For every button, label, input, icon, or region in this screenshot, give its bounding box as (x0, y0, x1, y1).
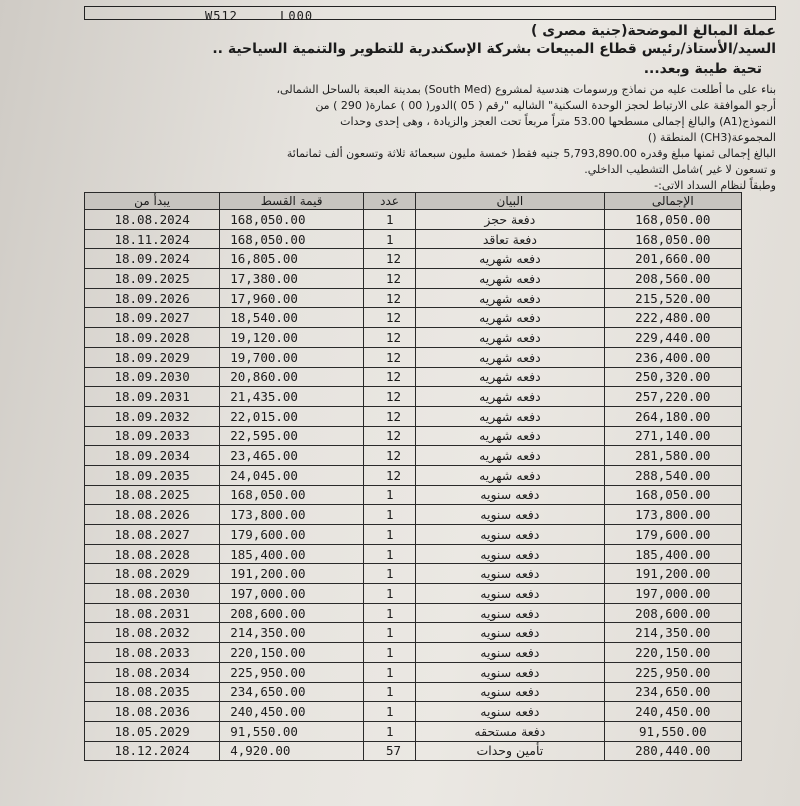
cell-total: 201,660.00 (604, 249, 741, 269)
cell-start-date: 18.09.2025 (85, 269, 220, 289)
cell-description: تأمين وحدات (416, 741, 604, 761)
cell-total: 168,050.00 (604, 210, 741, 230)
header-count: عدد (363, 193, 415, 210)
cell-total: 250,320.00 (604, 367, 741, 387)
reference-code: W512 (205, 9, 238, 23)
cell-count: 12 (363, 406, 415, 426)
cell-start-date: 18.09.2027 (85, 308, 220, 328)
cell-installment-value: 23,465.00 (220, 446, 364, 466)
cell-installment-value: 185,400.00 (220, 544, 364, 564)
letter-header (16, 22, 776, 194)
body-line: وطبقاً لنظام السداد الاتى:- (654, 179, 776, 192)
cell-installment-value: 17,380.00 (220, 269, 364, 289)
cell-count: 12 (363, 347, 415, 367)
body-line: أرجو الموافقة على الارتباط لحجز الوحدة السكنية" الشاليه "رقم ( 05 )الدور( 00 ) عمارة( 290 ) من (315, 99, 776, 112)
cell-total: 220,150.00 (604, 643, 741, 663)
table-row (85, 269, 742, 289)
cell-start-date: 18.08.2032 (85, 623, 220, 643)
table-row (85, 741, 742, 761)
cell-installment-value: 225,950.00 (220, 662, 364, 682)
cell-count: 12 (363, 249, 415, 269)
cell-installment-value: 168,050.00 (220, 229, 364, 249)
cell-installment-value: 220,150.00 (220, 643, 364, 663)
cell-count: 12 (363, 465, 415, 485)
cell-total: 197,000.00 (604, 584, 741, 604)
cell-description: دفعه سنويه (416, 643, 604, 663)
cell-description: دفعه شهريه (416, 249, 604, 269)
cell-total: 173,800.00 (604, 505, 741, 525)
cell-installment-value: 16,805.00 (220, 249, 364, 269)
cell-count: 1 (363, 485, 415, 505)
cell-start-date: 18.08.2024 (85, 210, 220, 230)
cell-description: دفعه شهريه (416, 328, 604, 348)
cell-installment-value: 24,045.00 (220, 465, 364, 485)
reference-code: L000 (280, 9, 314, 23)
cell-description: دفعة تعاقد (416, 229, 604, 249)
table-row (85, 367, 742, 387)
cell-description: دفعه سنويه (416, 702, 604, 722)
cell-installment-value: 240,450.00 (220, 702, 364, 722)
cell-description: دفعه سنويه (416, 485, 604, 505)
body-line: و تسعون لا غير )شامل التشطيب الداخلي. (584, 163, 776, 176)
cell-installment-value: 17,960.00 (220, 288, 364, 308)
cell-count: 12 (363, 269, 415, 289)
cell-description: دفعه شهريه (416, 269, 604, 289)
body-line: البالغ إجمالى ثمنها مبلغ وقدره 5,793,890.00 جنيه فقط( خمسة مليون سبعمائة ثلاثة وتسعون ألف ثمانمائة (286, 147, 776, 160)
cell-start-date: 18.08.2029 (85, 564, 220, 584)
reference-codes (205, 9, 347, 23)
cell-description: دفعه سنويه (416, 564, 604, 584)
table-row (85, 249, 742, 269)
table-row (85, 446, 742, 466)
table-row (85, 721, 742, 741)
cell-installment-value: 22,015.00 (220, 406, 364, 426)
cell-total: 215,520.00 (604, 288, 741, 308)
table-row (85, 702, 742, 722)
cell-start-date: 18.08.2031 (85, 603, 220, 623)
cell-description: دفعه سنويه (416, 525, 604, 545)
cell-total: 214,350.00 (604, 623, 741, 643)
cell-start-date: 18.08.2035 (85, 682, 220, 702)
cell-count: 12 (363, 288, 415, 308)
cell-installment-value: 19,700.00 (220, 347, 364, 367)
table-row (85, 485, 742, 505)
cell-start-date: 18.09.2035 (85, 465, 220, 485)
cell-start-date: 18.08.2025 (85, 485, 220, 505)
cell-start-date: 18.12.2024 (85, 741, 220, 761)
cell-description: دفعه شهريه (416, 465, 604, 485)
cell-start-date: 18.09.2033 (85, 426, 220, 446)
header-installment-value: قيمة القسط (220, 193, 364, 210)
table-row (85, 308, 742, 328)
cell-start-date: 18.08.2033 (85, 643, 220, 663)
table-row (85, 603, 742, 623)
cell-start-date: 18.05.2029 (85, 721, 220, 741)
cell-count: 1 (363, 505, 415, 525)
cell-installment-value: 173,800.00 (220, 505, 364, 525)
cell-count: 1 (363, 643, 415, 663)
table-row (85, 465, 742, 485)
letter-body (16, 82, 776, 194)
cell-start-date: 18.09.2029 (85, 347, 220, 367)
table-row (85, 662, 742, 682)
payment-schedule-table (84, 192, 742, 761)
cell-installment-value: 91,550.00 (220, 721, 364, 741)
table-row (85, 643, 742, 663)
cell-description: دفعه شهريه (416, 367, 604, 387)
cell-start-date: 18.09.2028 (85, 328, 220, 348)
cell-start-date: 18.08.2034 (85, 662, 220, 682)
cell-start-date: 18.09.2031 (85, 387, 220, 407)
table-row (85, 229, 742, 249)
cell-installment-value: 234,650.00 (220, 682, 364, 702)
table-header-row (85, 193, 742, 210)
cell-count: 57 (363, 741, 415, 761)
cell-count: 1 (363, 623, 415, 643)
cell-installment-value: 19,120.00 (220, 328, 364, 348)
cell-start-date: 18.08.2026 (85, 505, 220, 525)
reference-code-box (84, 6, 776, 20)
cell-start-date: 18.08.2030 (85, 584, 220, 604)
cell-start-date: 18.09.2024 (85, 249, 220, 269)
cell-start-date: 18.08.2028 (85, 544, 220, 564)
cell-count: 12 (363, 367, 415, 387)
cell-start-date: 18.08.2027 (85, 525, 220, 545)
table-row (85, 387, 742, 407)
cell-description: دفعه شهريه (416, 426, 604, 446)
cell-count: 12 (363, 387, 415, 407)
cell-count: 12 (363, 426, 415, 446)
body-line: بناء على ما أطلعت عليه من نماذج ورسومات هندسية لمشروع (South Med) بمدينة العبعة بالساحل الشمالى، (276, 83, 776, 96)
cell-start-date: 18.09.2026 (85, 288, 220, 308)
cell-start-date: 18.09.2030 (85, 367, 220, 387)
addressee-line: السيد/الأستاذ/رئيس قطاع المبيعات بشركة الإسكندرية للتطوير والتنمية السياحية .. (212, 41, 776, 57)
cell-count: 1 (363, 662, 415, 682)
cell-total: 236,400.00 (604, 347, 741, 367)
cell-count: 1 (363, 210, 415, 230)
cell-count: 1 (363, 584, 415, 604)
cell-total: 91,550.00 (604, 721, 741, 741)
cell-description: دفعه سنويه (416, 505, 604, 525)
cell-installment-value: 191,200.00 (220, 564, 364, 584)
cell-total: 168,050.00 (604, 229, 741, 249)
cell-description: دفعه سنويه (416, 623, 604, 643)
cell-installment-value: 179,600.00 (220, 525, 364, 545)
cell-description: دفعه سنويه (416, 544, 604, 564)
cell-total: 234,650.00 (604, 682, 741, 702)
table-row (85, 406, 742, 426)
cell-total: 222,480.00 (604, 308, 741, 328)
cell-description: دفعه شهريه (416, 288, 604, 308)
cell-description: دفعه شهريه (416, 387, 604, 407)
cell-installment-value: 214,350.00 (220, 623, 364, 643)
cell-start-date: 18.11.2024 (85, 229, 220, 249)
cell-total: 288,540.00 (604, 465, 741, 485)
cell-count: 1 (363, 702, 415, 722)
cell-total: 225,950.00 (604, 662, 741, 682)
cell-description: دفعه سنويه (416, 682, 604, 702)
cell-description: دفعه سنويه (416, 584, 604, 604)
cell-installment-value: 21,435.00 (220, 387, 364, 407)
cell-installment-value: 20,860.00 (220, 367, 364, 387)
greeting-line: تحية طيبة وبعد... (643, 61, 762, 77)
cell-count: 1 (363, 229, 415, 249)
cell-installment-value: 197,000.00 (220, 584, 364, 604)
header-start-date: يبدأ من (85, 193, 220, 210)
cell-start-date: 18.08.2036 (85, 702, 220, 722)
cell-total: 229,440.00 (604, 328, 741, 348)
cell-description: دفعه شهريه (416, 406, 604, 426)
table-row (85, 347, 742, 367)
cell-total: 264,180.00 (604, 406, 741, 426)
cell-installment-value: 168,050.00 (220, 210, 364, 230)
cell-total: 280,440.00 (604, 741, 741, 761)
table-row (85, 525, 742, 545)
cell-description: دفعه شهريه (416, 308, 604, 328)
cell-installment-value: 208,600.00 (220, 603, 364, 623)
cell-count: 12 (363, 328, 415, 348)
header-total: الإجمالى (604, 193, 741, 210)
cell-installment-value: 18,540.00 (220, 308, 364, 328)
table-row (85, 288, 742, 308)
cell-total: 168,050.00 (604, 485, 741, 505)
cell-start-date: 18.09.2034 (85, 446, 220, 466)
table-row (85, 210, 742, 230)
cell-count: 1 (363, 603, 415, 623)
cell-total: 208,600.00 (604, 603, 741, 623)
cell-description: دفعة حجز (416, 210, 604, 230)
cell-total: 257,220.00 (604, 387, 741, 407)
cell-total: 179,600.00 (604, 525, 741, 545)
cell-installment-value: 4,920.00 (220, 741, 364, 761)
cell-count: 1 (363, 564, 415, 584)
cell-description: دفعه شهريه (416, 347, 604, 367)
cell-total: 271,140.00 (604, 426, 741, 446)
cell-total: 208,560.00 (604, 269, 741, 289)
table-row (85, 682, 742, 702)
cell-total: 240,450.00 (604, 702, 741, 722)
body-line: المجموعة(CH3) المنطقة () (647, 131, 776, 144)
cell-total: 281,580.00 (604, 446, 741, 466)
cell-total: 191,200.00 (604, 564, 741, 584)
cell-start-date: 18.09.2032 (85, 406, 220, 426)
cell-description: دفعه سنويه (416, 603, 604, 623)
body-line: النموذج(A1) والبالغ إجمالى مسطحها 53.00 متراً مربعاً تحت العجز والزيادة ، وهى إحدى وحدات (340, 115, 776, 128)
cell-description: دفعه سنويه (416, 662, 604, 682)
cell-description: دفعة مستحقه (416, 721, 604, 741)
cell-count: 1 (363, 525, 415, 545)
cell-count: 1 (363, 544, 415, 564)
table-row (85, 564, 742, 584)
table-row (85, 328, 742, 348)
table-row (85, 584, 742, 604)
cell-count: 1 (363, 721, 415, 741)
cell-installment-value: 22,595.00 (220, 426, 364, 446)
currency-line: عملة المبالغ الموضحة(جنية مصرى ) (530, 23, 776, 39)
table-row (85, 544, 742, 564)
table-body (85, 210, 742, 761)
cell-count: 12 (363, 308, 415, 328)
table-row (85, 426, 742, 446)
header-description: البيان (416, 193, 604, 210)
table-row (85, 505, 742, 525)
cell-total: 185,400.00 (604, 544, 741, 564)
cell-count: 12 (363, 446, 415, 466)
cell-installment-value: 168,050.00 (220, 485, 364, 505)
cell-description: دفعه شهريه (416, 446, 604, 466)
cell-count: 1 (363, 682, 415, 702)
table-row (85, 623, 742, 643)
